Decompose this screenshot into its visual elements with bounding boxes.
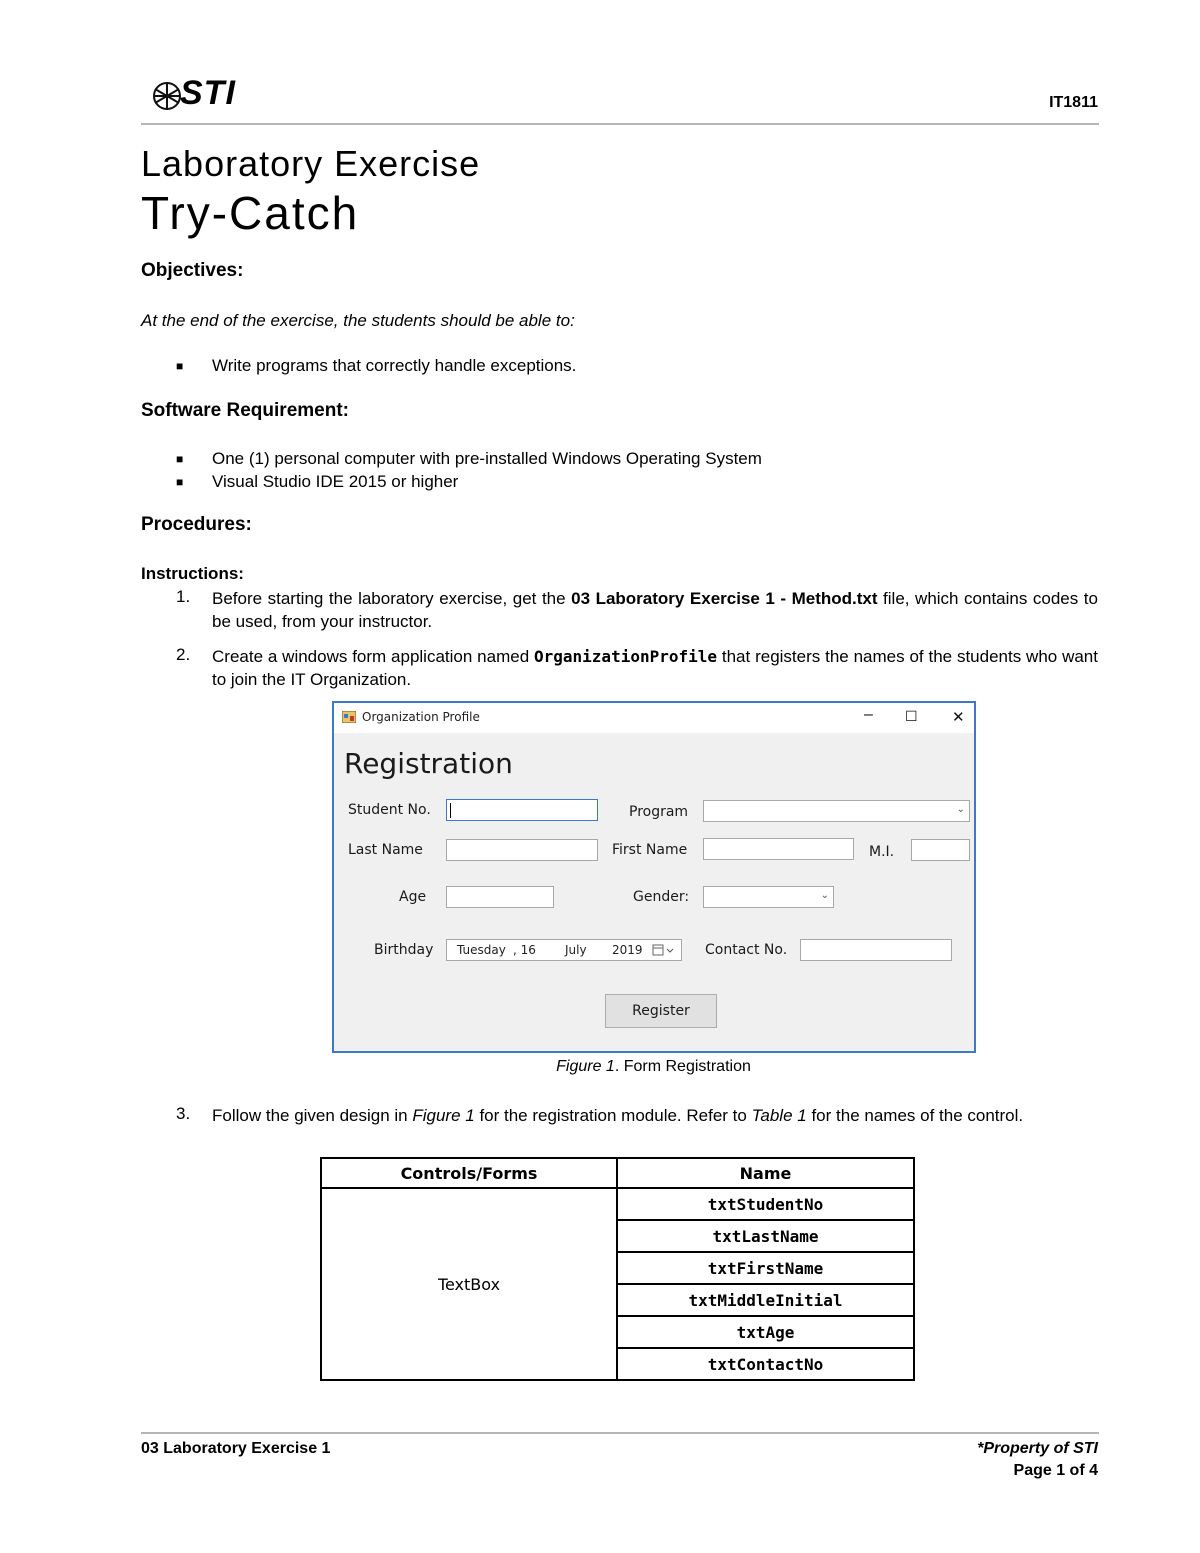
minimize-icon[interactable]: –: [864, 706, 873, 723]
procedures-heading: Procedures:: [141, 514, 252, 535]
program-combobox[interactable]: [703, 800, 970, 822]
gender-combobox[interactable]: [703, 886, 834, 908]
control-name-cell: txtMiddleInitial: [617, 1284, 914, 1316]
last-name-input[interactable]: [446, 839, 598, 861]
age-label: Age: [399, 889, 427, 905]
contact-no-label: Contact No.: [705, 942, 788, 958]
footer-doc-name: 03 Laboratory Exercise 1: [141, 1440, 331, 1457]
control-name-cell: txtAge: [617, 1316, 914, 1348]
control-name-cell: txtContactNo: [617, 1348, 914, 1380]
maximize-icon[interactable]: ☐: [905, 708, 918, 724]
chevron-down-icon: ⌄: [956, 804, 965, 815]
control-name-cell: txtLastName: [617, 1220, 914, 1252]
first-name-input[interactable]: [703, 838, 854, 860]
form-heading: Registration: [344, 747, 513, 780]
birthday-datepicker[interactable]: Tuesday , 16 July 2019: [446, 939, 682, 961]
footer-property: *Property of STI: [977, 1440, 1098, 1457]
contact-no-input[interactable]: [800, 939, 952, 961]
bullet-icon: ■: [176, 475, 184, 489]
controls-table: [320, 1157, 915, 1381]
instructions-label: Instructions:: [141, 564, 244, 583]
birthday-label: Birthday: [374, 942, 434, 958]
control-name-cell: txtStudentNo: [617, 1188, 914, 1220]
bullet-icon: ■: [176, 452, 184, 466]
column-header: Name: [617, 1158, 914, 1188]
objectives-intro: At the end of the exercise, the students should be able to:: [141, 311, 575, 330]
first-name-label: First Name: [612, 842, 688, 858]
document-code: IT1811: [1049, 94, 1098, 111]
window-title: Organization Profile: [362, 710, 480, 724]
page-number: Page 1 of 4: [1013, 1462, 1098, 1479]
footer-rule: [141, 1432, 1099, 1434]
program-label: Program: [629, 804, 689, 820]
control-type-cell: TextBox: [321, 1188, 617, 1380]
control-name-cell: txtFirstName: [617, 1252, 914, 1284]
gender-label: Gender:: [633, 889, 690, 905]
software-heading: Software Requirement:: [141, 400, 349, 421]
app-icon: [342, 711, 356, 723]
bullet-icon: ■: [176, 359, 184, 373]
table-row: [321, 1188, 914, 1220]
close-icon[interactable]: ✕: [952, 709, 965, 726]
register-button[interactable]: Register: [605, 994, 717, 1028]
mi-input[interactable]: [911, 839, 970, 861]
student-no-label: Student No.: [348, 802, 431, 818]
figure-caption: Figure 1. Form Registration: [556, 1058, 751, 1075]
student-no-input[interactable]: [446, 799, 598, 821]
objectives-heading: Objectives:: [141, 260, 244, 281]
table-header-row: [321, 1158, 914, 1188]
age-input[interactable]: [446, 886, 554, 908]
chevron-down-icon: ⌄: [820, 890, 829, 901]
column-header: Controls/Forms: [321, 1158, 617, 1188]
header-rule: [141, 123, 1099, 125]
calendar-icon[interactable]: [652, 944, 674, 956]
logo-text: STI: [180, 74, 236, 112]
mi-label: M.I.: [869, 844, 895, 860]
text-caret: [450, 803, 451, 818]
window-titlebar: [334, 703, 974, 733]
page-subtitle: Try-Catch: [141, 187, 360, 239]
form-window: [332, 701, 976, 1053]
page-title: Laboratory Exercise: [141, 143, 481, 184]
last-name-label: Last Name: [348, 842, 423, 858]
